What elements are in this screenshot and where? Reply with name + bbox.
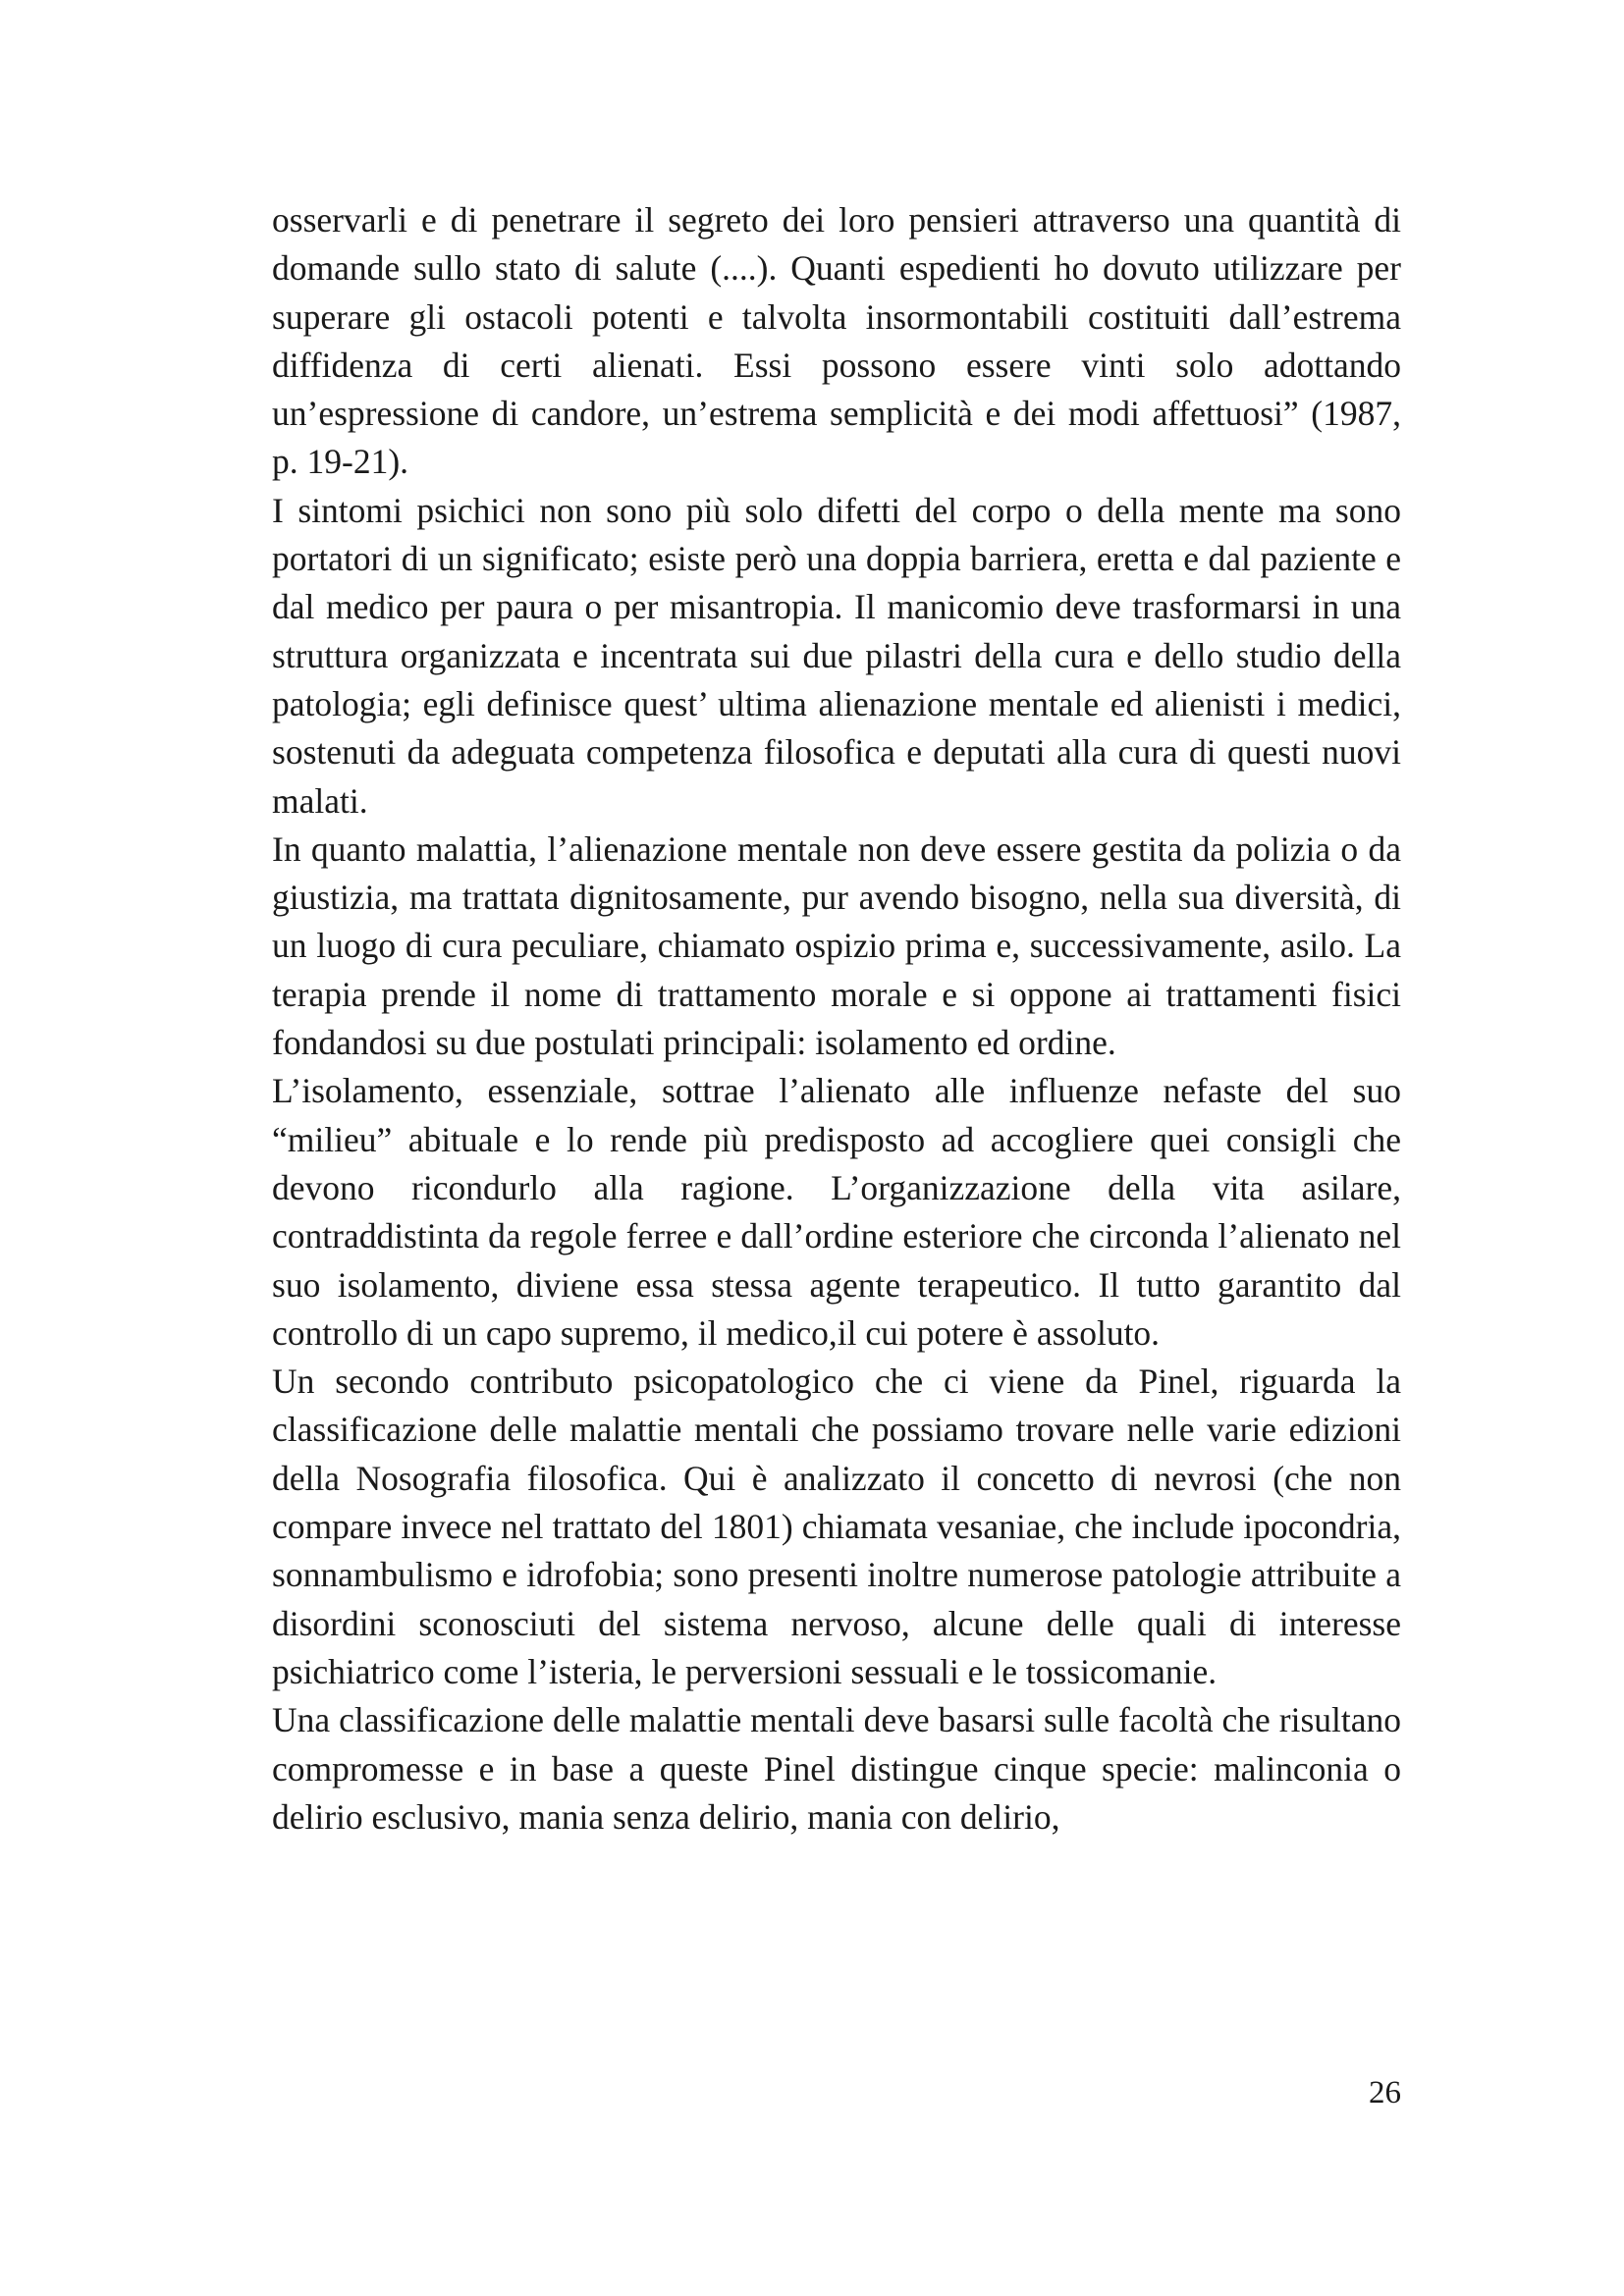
paragraph: I sintomi psichici non sono più solo difetti del corpo o della mente ma sono portatori di un significato; esiste però una doppia barriera, eretta e dal paziente e dal medico per paura o per misantropia. Il manicomio deve trasformarsi in una struttura organizzata e incentrata sui due pilastri della cura e dello studio della patologia; egli definisce quest’ ultima alienazione mentale ed alienisti i medici, sostenuti da adeguata competenza filosofica e deputati alla cura di questi nuovi malati. [272,490,1401,821]
page-number: 26 [1369,2075,1401,2110]
paragraph: osservarli e di penetrare il segreto dei loro pensieri attraverso una quantità di domande sullo stato di salute (....). Quanti espedienti ho dovuto utilizzare per superare gli ostacoli potenti e talvolta insormontabili costituiti dall’estrema diffidenza di certi alienati. Essi possono essere vinti solo adottando un’espressione di candore, un’estrema semplicità e dei modi affettuosi” (1987, p. 19-21). [272,200,1401,482]
paragraph: Una classificazione delle malattie mentali deve basarsi sulle facoltà che risultano compromesse e in base a queste Pinel distingue cinque specie: malinconia o delirio esclusivo, mania senza delirio, mania con delirio, [272,1700,1401,1837]
paragraph: Un secondo contributo psicopatologico che ci viene da Pinel, riguarda la classificazione delle malattie mentali che possiamo trovare nelle varie edizioni della Nosografia filosofica. Qui è analizzato il concetto di nevrosi (che non compare invece nel trattato del 1801) chiamata vesaniae, che include ipocondria, sonnambulismo e idrofobia; sono presenti inoltre numerose patologie attribuite a disordini sconosciuti del sistema nervoso, alcune delle quali di interesse psichiatrico come l’isteria, le perversioni sessuali e le tossicomanie. [272,1362,1401,1691]
body-text [272,196,1401,1842]
paragraph: In quanto malattia, l’alienazione mentale non deve essere gestita da polizia o da giustizia, ma trattata dignitosamente, pur avendo bisogno, nella sua diversità, di un luogo di cura peculiare, chiamato ospizio prima e, successivamente, asilo. La terapia prende il nome di trattamento morale e si oppone ai trattamenti fisici fondandosi su due postulati principali: isolamento ed ordine. [272,828,1401,1063]
paragraph: L’isolamento, essenziale, sottrae l’alienato alle influenze nefaste del suo “milieu” abituale e lo rende più predisposto ad accogliere quei consigli che devono ricondurlo alla ragione. L’organizzazione della vita asilare, contraddistinta da regole ferree e dall’ordine esteriore che circonda l’alienato nel suo isolamento, diviene essa stessa agente terapeutico. Il tutto garantito dal controllo di un capo supremo, il medico,il cui potere è assoluto. [272,1071,1401,1353]
